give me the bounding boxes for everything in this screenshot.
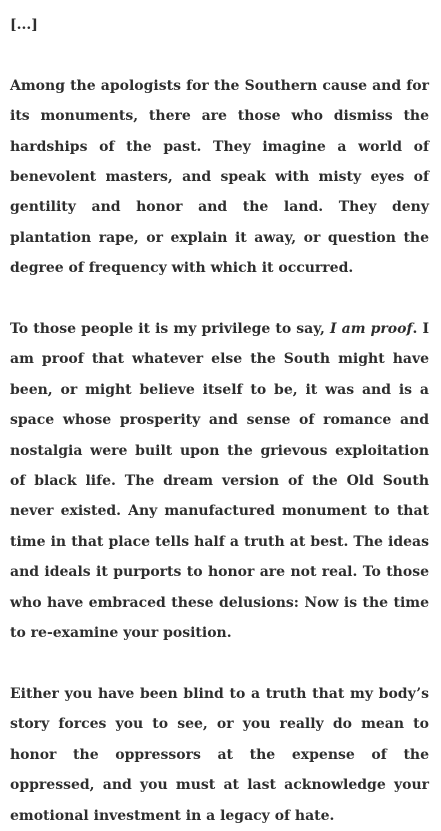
paragraph-either-you: Either you have been blind to a truth that my body’s story forces you to see, or you really do mean to honor the oppressors at the expense of the oppressed, and you must at last acknowledge your emotional investment in a legacy of hate. [10,685,429,824]
paragraph-i-am-proof-lead: To those people it is my privilege to say, [10,321,331,338]
paragraph-apologists: Among the apologists for the Southern cause and for its monuments, there are those who dismiss the hardships of the past. They imagine a world of benevolent masters, and speak with misty eyes of gentility and honor and the land. They deny plantation rape, or explain it away, or question the degree of frequency with which it occurred. [10,77,429,277]
emphasis-i-am-proof: I am proof [330,321,413,338]
paragraph-i-am-proof [10,314,429,648]
omission-marker: [...] [10,17,38,33]
paragraph-i-am-proof-rest: . I am proof that whatever else the South might have been, or might believe itself to be, it was and is a space whose prosperity and sense of romance and nostalgia were built upon the grievous exploitation of black life. The dream version of the Old South never existed. Any manufactured monument to that time in that place tells half a truth at best. The ideas and ideals it purports to honor are not real. To those who have embraced these delusions: Now is the time to re-examine your position. [10,321,430,642]
